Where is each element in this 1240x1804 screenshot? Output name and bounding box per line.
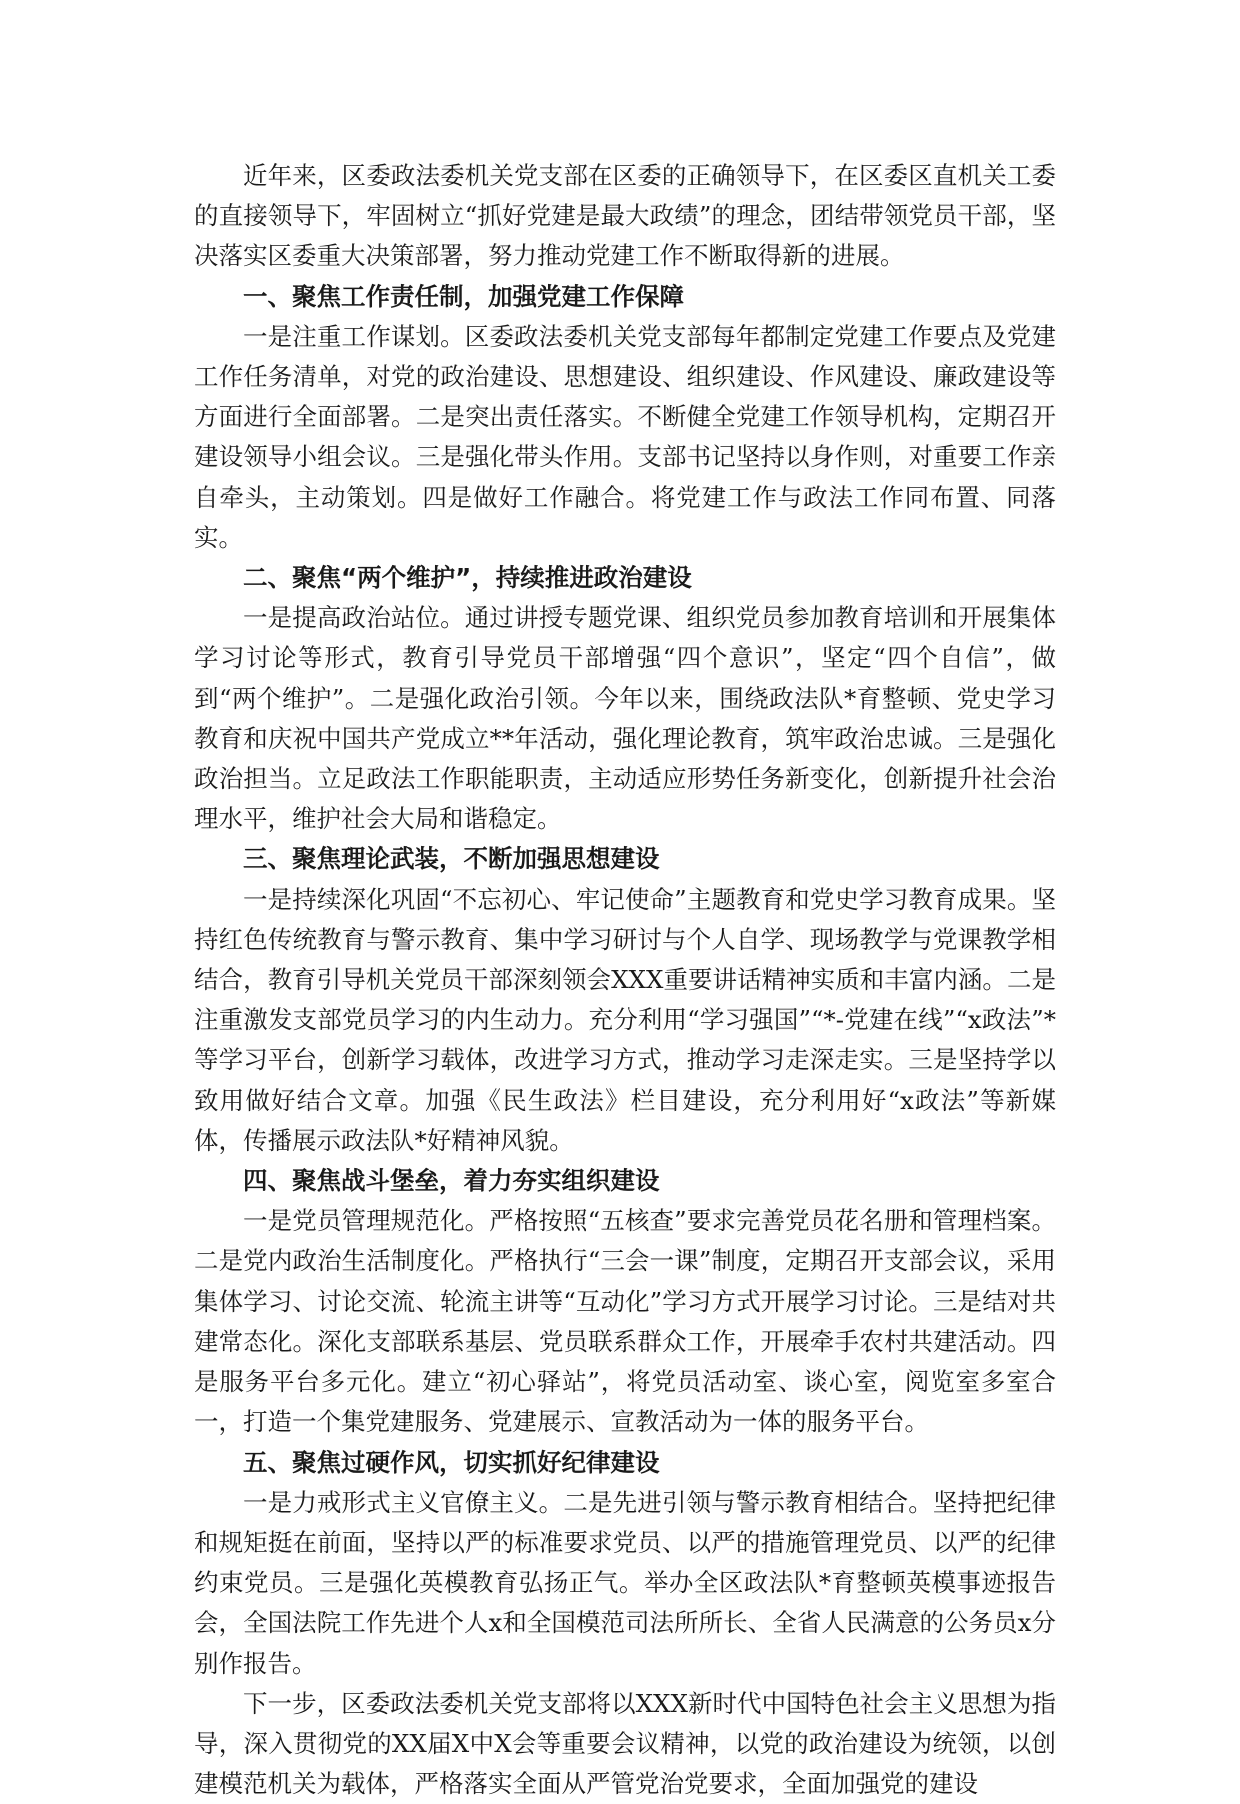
section-1-body: 一是注重工作谋划。区委政法委机关党支部每年都制定党建工作要点及党建工作任务清单，对党的政治建设、思想建设、组织建设、作风建设、廉政建设等方面进行全面部署。二是突出责任落实。不断健全党建工作领导机构，定期召开建设领导小组会议。三是强化带头作用。支部书记坚持以身作则，对重要工作亲自牵头，主动策划。四是做好工作融合。将党建工作与政法工作同布置、同落实。	[194, 321, 1056, 552]
section-5-heading: 五、聚焦过硬作风，切实抓好纪律建设	[243, 1447, 660, 1477]
section-4-heading: 四、聚焦战斗堡垒，着力夯实组织建设	[243, 1166, 660, 1196]
section-2-heading: 二、聚焦“两个维护”，持续推进政治建设	[243, 563, 692, 593]
section-3-heading: 三、聚焦理论武装，不断加强思想建设	[243, 844, 660, 874]
section-4-body: 一是党员管理规范化。严格按照“五核查”要求完善党员花名册和管理档案。二是党内政治生活制度化。严格执行“三会一课”制度，定期召开支部会议，采用集体学习、讨论交流、轮流主讲等“互动化”学习方式开展学习讨论。三是结对共建常态化。深化支部联系基层、党员联系群众工作，开展牵手农村共建活动。四是服务平台多元化。建立“初心驿站”，将党员活动室、谈心室，阅览室多室合一，打造一个集党建服务、党建展示、宣教活动为一体的服务平台。	[194, 1206, 1056, 1437]
section-2-body: 一是提高政治站位。通过讲授专题党课、组织党员参加教育培训和开展集体学习讨论等形式，教育引导党员干部增强“四个意识”，坚定“四个自信”，做到“两个维护”。二是强化政治引领。今年以来，围绕政法队*育整顿、党史学习教育和庆祝中国共产党成立**年活动，强化理论教育，筑牢政治忠诚。三是强化政治担当。立足政法工作职能职责，主动适应形势任务新变化，创新提升社会治理水平，维护社会大局和谐稳定。	[194, 603, 1056, 834]
section-1-heading: 一、聚焦工作责任制，加强党建工作保障	[243, 281, 684, 311]
document-page	[194, 156, 1056, 1804]
closing-paragraph: 下一步，区委政法委机关党支部将以XXX新时代中国特色社会主义思想为指导，深入贯彻党的XX届X中X会等重要会议精神，以党的政治建设为统领，以创建模范机关为载体，严格落实全面从严管党治党要求，全面加强党的建设	[194, 1688, 1056, 1799]
section-5-body: 一是力戒形式主义官僚主义。二是先进引领与警示教育相结合。坚持把纪律和规矩挺在前面，坚持以严的标准要求党员、以严的措施管理党员、以严的纪律约束党员。三是强化英模教育弘扬正气。举办全区政法队*育整顿英模事迹报告会，全国法院工作先进个人x和全国模范司法所所长、全省人民满意的公务员x分别作报告。	[194, 1487, 1056, 1678]
section-3-body: 一是持续深化巩固“不忘初心、牢记使命”主题教育和党史学习教育成果。坚持红色传统教育与警示教育、集中学习研讨与个人自学、现场教学与党课教学相结合，教育引导机关党员干部深刻领会XXX重要讲话精神实质和丰富内涵。二是注重激发支部党员学习的内生动力。充分利用“学习强国”“*-党建在线”“x政法”*等学习平台，创新学习载体，改进学习方式，推动学习走深走实。三是坚持学以致用做好结合文章。加强《民生政法》栏目建设，充分利用好“x政法”等新媒体，传播展示政法队*好精神风貌。	[194, 884, 1056, 1155]
intro-paragraph: 近年来，区委政法委机关党支部在区委的正确领导下，在区委区直机关工委的直接领导下，牢固树立“抓好党建是最大政绩”的理念，团结带领党员干部，坚决落实区委重大决策部署，努力推动党建工作不断取得新的进展。	[194, 161, 1056, 271]
